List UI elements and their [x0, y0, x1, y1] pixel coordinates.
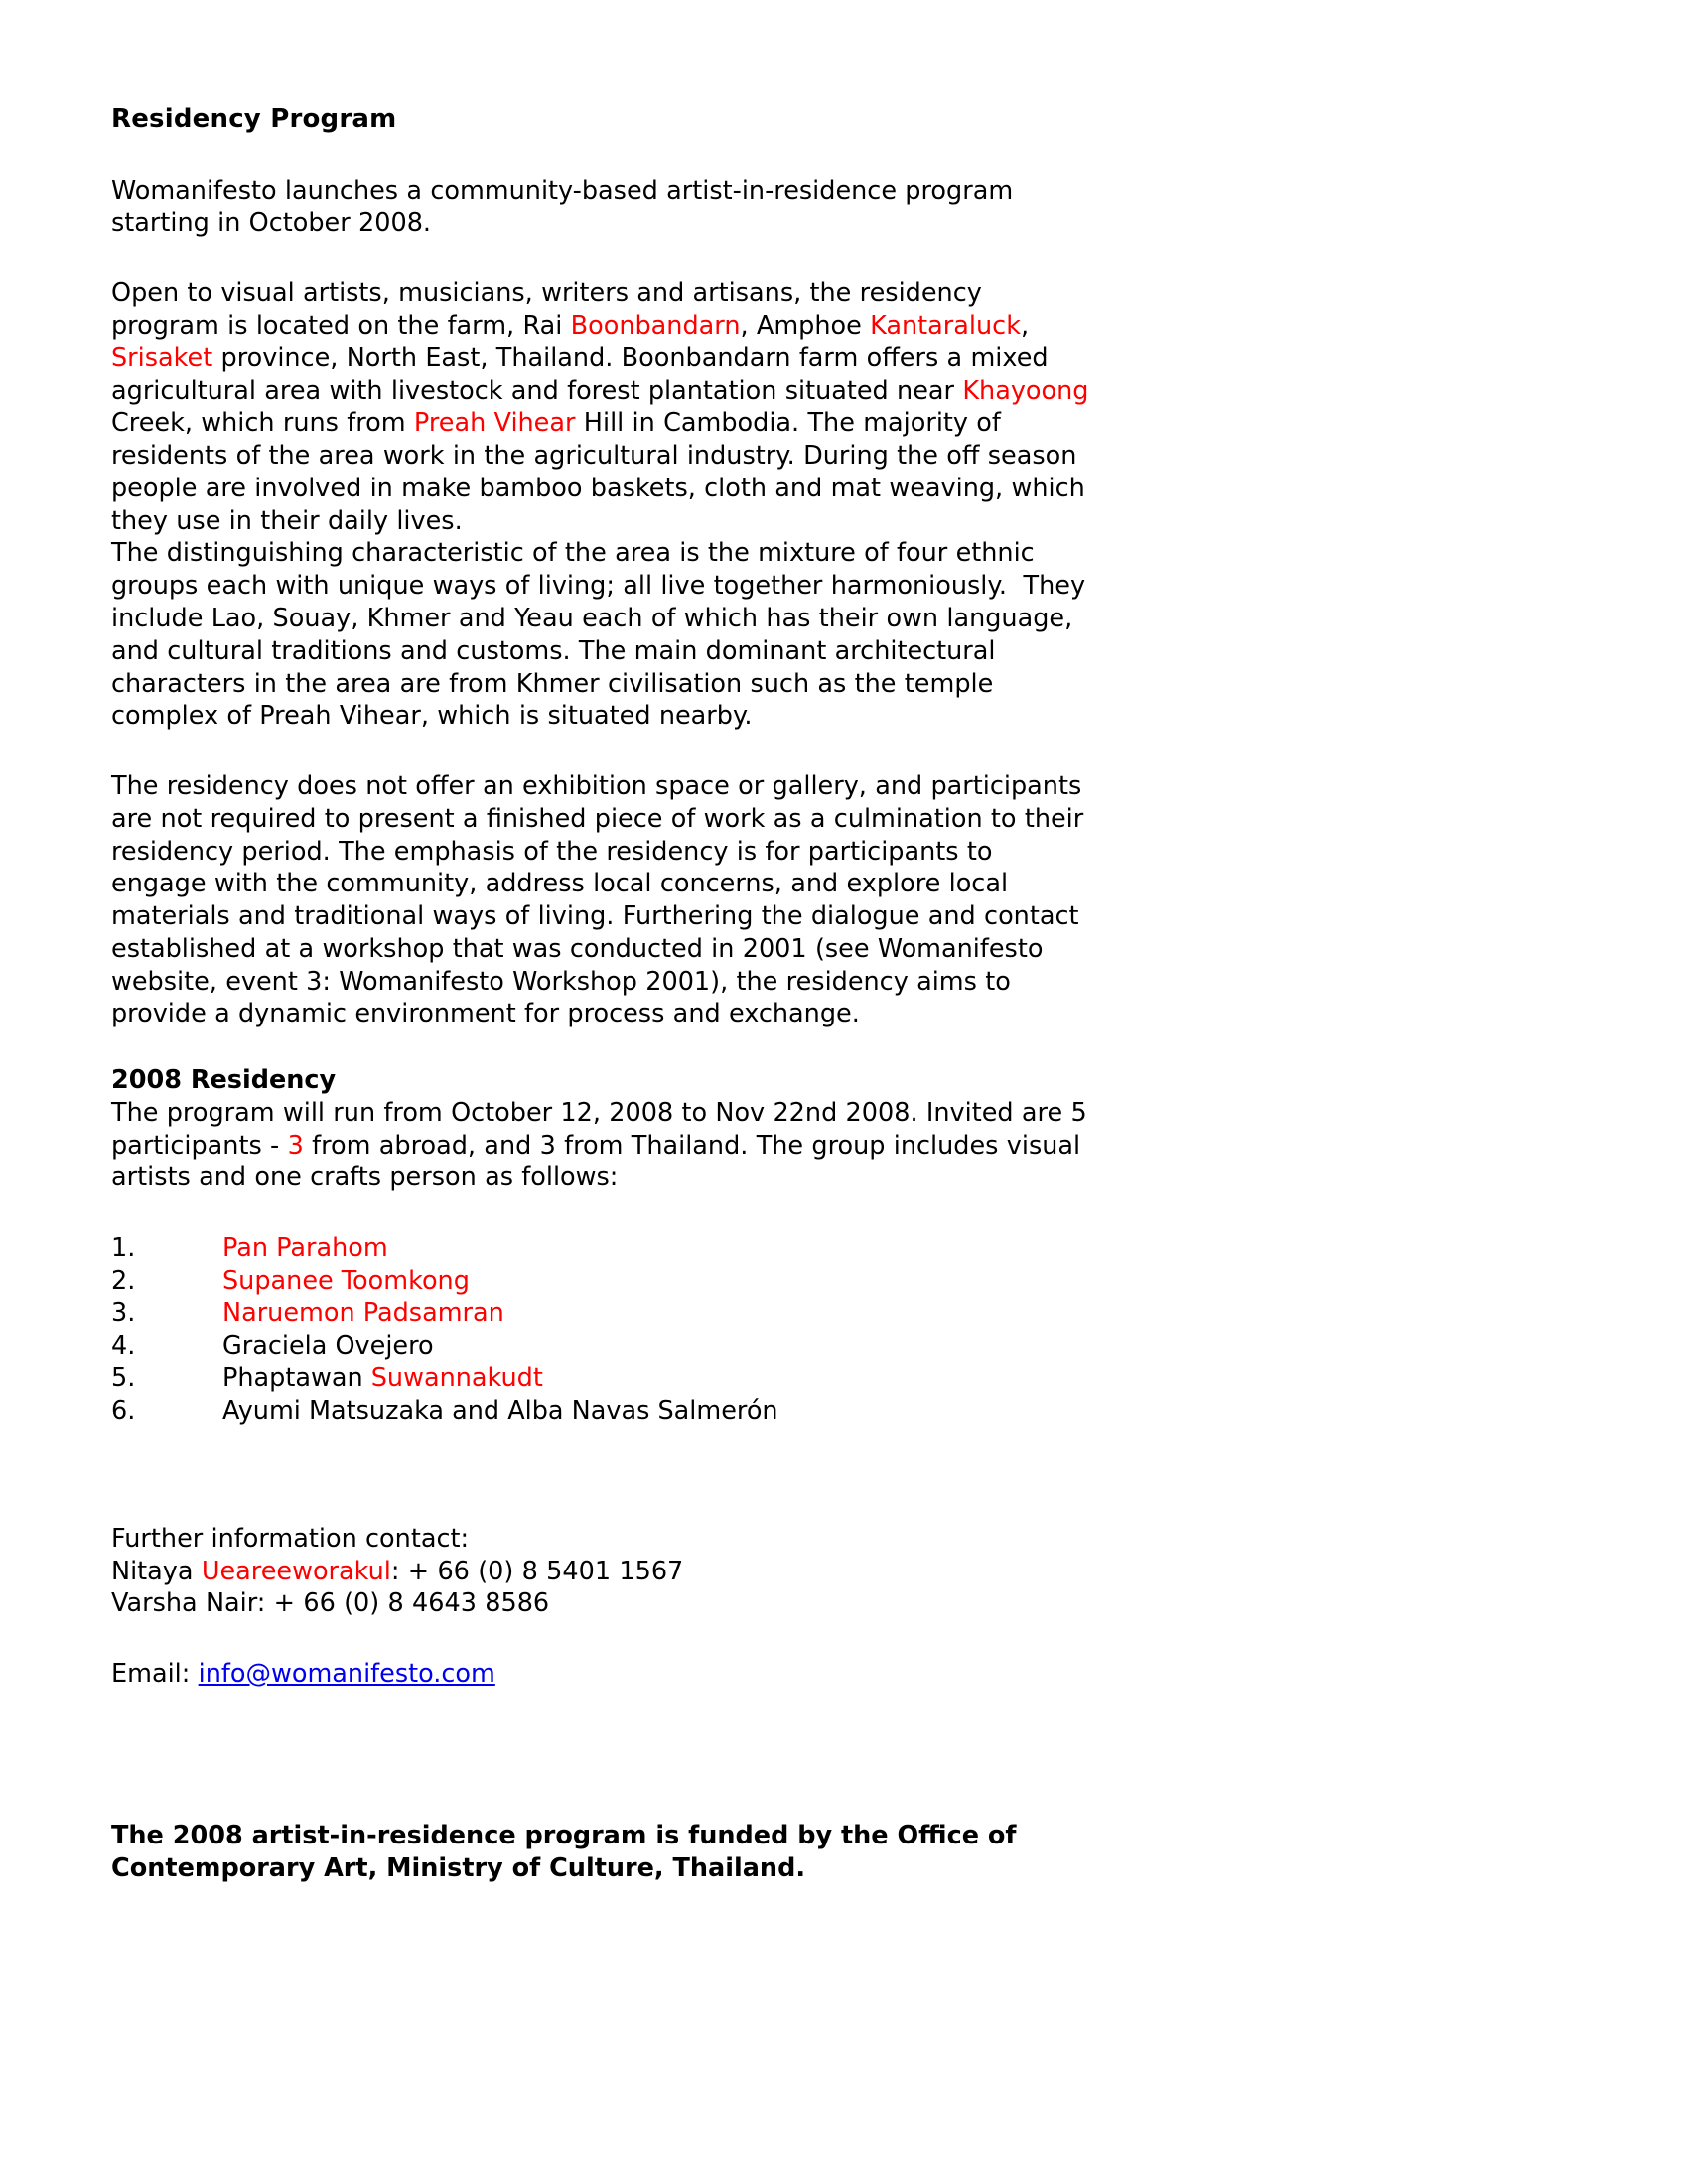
participant-name-plain: Ayumi Matsuzaka and Alba Navas Salmerón — [222, 1396, 778, 1427]
intro-text: Womanifesto launches a community-based artist-in-residence program starting in October 2008. — [111, 175, 1022, 238]
list-item-label — [222, 1265, 1094, 1297]
list-item — [111, 1265, 1094, 1297]
emphasis-paragraph: The residency does not offer an exhibition space or gallery, and participants are not required to present a finished piece of work as a culmination to their residency period. The emphasis of the residency is for participants to engage with the community, address local concerns, and explore local materials and traditional ways of living. Furthering the dialogue and contact established at a workshop that was conducted in 2001 (see Womanifesto website, event 3: Womanifesto Workshop 2001), the residency aims to provide a dynamic environment for process and exchange. — [111, 771, 1092, 1029]
list-item-number: 3. — [111, 1297, 136, 1328]
list-item-number: 5. — [111, 1363, 136, 1394]
spacer — [111, 137, 1094, 175]
spacer — [111, 239, 1094, 277]
spacer — [111, 1786, 1094, 1820]
spacer — [111, 1691, 1094, 1786]
location-seg-4: province, North East, Thailand. Boonbandarn farm offers a mixed agricultural area with livestock and forest plantation situated near — [111, 342, 1056, 406]
ethnic-groups-paragraph: The distinguishing characteristic of the area is the mixture of four ethnic groups each with unique ways of living; all live together harmoniously. They include Lao, Souay, Khmer and Yeau each of which has their own language, and cultural traditions and customs. The main dominant architectural characters in the area are from Khmer civilisation such as the temple complex of Preah Vihear, which is situated nearby. — [111, 538, 1094, 732]
participant-name-plain: Graciela Ovejero — [222, 1330, 434, 1361]
page-title: Residency Program — [111, 104, 397, 134]
list-item-label — [222, 1297, 1094, 1330]
place-srisaket: Srisaket — [111, 342, 213, 373]
spacer — [111, 1620, 1094, 1658]
contact-last-name-red: Ueareeworakul — [201, 1556, 391, 1586]
list-item-number: 6. — [111, 1396, 136, 1427]
participants-list — [111, 1232, 1094, 1428]
place-preah-vihear: Preah Vihear — [413, 408, 576, 439]
participant-name-red: Pan Parahom — [222, 1233, 388, 1264]
spacer — [111, 1428, 1094, 1523]
section-heading-2008-residency: 2008 Residency — [111, 1065, 337, 1096]
contact-phone: : + 66 (0) 8 5401 1567 — [390, 1556, 684, 1586]
email-line — [111, 1658, 1094, 1691]
participant-name-plain: Phaptawan — [222, 1363, 371, 1394]
contact-person-nitaya — [111, 1556, 1094, 1588]
participant-name-red: Supanee Toomkong — [222, 1266, 470, 1296]
list-item — [111, 1362, 1094, 1395]
contact-first-name: Nitaya — [111, 1556, 202, 1586]
residency-line-2: from abroad, and 3 from Thailand. The group includes visual artists and one crafts person as follows: — [111, 1130, 1089, 1193]
residency-line-1: The program will run from October 12, 2008 to Nov 22nd 2008. Invited are 5 participants - — [111, 1097, 1095, 1160]
email-label: Email: — [111, 1659, 199, 1690]
list-item-label — [222, 1232, 1094, 1265]
place-boonbandarn: Boonbandarn — [570, 311, 741, 341]
location-seg-5: Creek, which runs from — [111, 375, 1097, 439]
participant-name-red: Suwannakudt — [370, 1363, 543, 1394]
location-seg-6: Hill in Cambodia. The majority of residents of the area work in the agricultural industry. During the off season people are involved in make bamboo baskets, cloth and mat weaving, which they use in their daily lives. — [111, 408, 1094, 536]
location-seg-3: , — [1020, 311, 1038, 341]
location-paragraph — [111, 277, 1097, 537]
residency-details-paragraph — [111, 1097, 1094, 1194]
list-item-label — [222, 1362, 1094, 1395]
place-kantaraluck: Kantaraluck — [870, 311, 1021, 341]
list-item-label — [222, 1330, 1094, 1363]
list-item — [111, 1330, 1094, 1363]
list-item-number: 1. — [111, 1233, 136, 1264]
location-seg-2: , Amphoe — [740, 311, 871, 341]
intro-paragraph — [111, 175, 1094, 240]
participant-name-red: Naruemon Padsamran — [222, 1297, 504, 1328]
email-link[interactable]: info@womanifesto.com — [198, 1659, 495, 1690]
document-content — [111, 103, 1097, 1884]
list-item — [111, 1395, 1094, 1428]
contact-person-varsha: Varsha Nair: + 66 (0) 8 4643 8586 — [111, 1588, 550, 1619]
contact-heading: Further information contact: — [111, 1523, 470, 1554]
participants-from-abroad-count: 3 — [287, 1130, 304, 1160]
funding-note: The 2008 artist-in-residence program is funded by the Office of Contemporary Art, Ministry of Culture, Thailand. — [111, 1820, 1017, 1883]
spacer — [111, 1194, 1094, 1232]
list-item — [111, 1232, 1094, 1265]
list-item-label — [222, 1395, 1094, 1428]
spacer — [111, 733, 1094, 770]
spacer — [111, 1030, 1094, 1064]
list-item-number: 2. — [111, 1266, 136, 1296]
list-item — [111, 1297, 1094, 1330]
list-item-number: 4. — [111, 1330, 136, 1361]
location-seg-1: Open to visual artists, musicians, writers and artisans, the residency program is located on the farm, Rai — [111, 278, 991, 341]
place-khayoong: Khayoong — [962, 375, 1089, 406]
